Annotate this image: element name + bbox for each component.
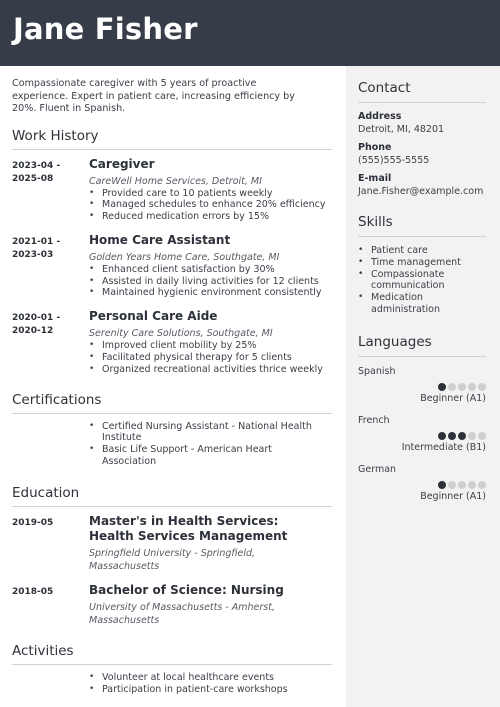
education-title: Education	[12, 485, 332, 507]
language-name: Spanish	[358, 365, 396, 377]
filled-dot-icon	[448, 432, 456, 440]
skills-list	[358, 245, 486, 316]
date-end: 2025-08	[12, 173, 54, 184]
filled-dot-icon	[458, 432, 466, 440]
work-date	[12, 312, 72, 338]
certifications-list	[89, 421, 329, 468]
list-item: • Organized recreational activities thrice weekly	[89, 364, 332, 376]
list-item: • Patient care	[358, 245, 486, 257]
phone-value: (555)555-5555	[358, 155, 430, 166]
language-name: German	[358, 463, 397, 475]
empty-dot-icon	[478, 383, 486, 391]
degree-org: University of Massachusetts - Amherst, Massachusetts	[89, 601, 276, 626]
degree-title: Master's in Health Services: Health Services Management	[89, 513, 288, 543]
email-value: Jane.Fisher@example.com	[358, 186, 484, 197]
education-entry	[12, 514, 332, 573]
list-item: • Provided care to 10 patients weekly	[89, 188, 332, 200]
activities-list	[89, 672, 332, 696]
language-level: Beginner (A1)	[420, 392, 486, 404]
empty-dot-icon	[478, 432, 486, 440]
job-org: Golden Years Home Care, Southgate, MI	[89, 251, 280, 263]
list-item: • Enhanced client satisfaction by 30%	[89, 264, 332, 276]
education-date: 2019-05	[12, 517, 54, 528]
work-history-section	[12, 128, 332, 376]
work-entry	[12, 157, 332, 223]
empty-dot-icon	[478, 481, 486, 489]
work-entry	[12, 309, 332, 375]
list-item: • Volunteer at local healthcare events	[89, 672, 332, 684]
list-item: • Reduced medication errors by 15%	[89, 211, 332, 223]
language-level: Intermediate (B1)	[401, 441, 486, 453]
work-entry	[12, 233, 332, 299]
empty-dot-icon	[458, 481, 466, 489]
education-entry	[12, 583, 332, 627]
date-start: 2020-01 -	[12, 313, 61, 324]
sidebar-content	[358, 80, 486, 503]
filled-dot-icon	[438, 481, 446, 489]
empty-dot-icon	[468, 481, 476, 489]
list-item: • Facilitated physical therapy for 5 clients	[89, 352, 332, 364]
date-end: 2020-12	[12, 326, 54, 337]
date-end: 2023-03	[12, 249, 54, 260]
language-name: French	[358, 414, 390, 426]
main-column	[12, 78, 332, 695]
job-title: Caregiver	[89, 156, 155, 171]
language-item	[358, 415, 486, 454]
list-item: • Certified Nursing Assistant - National Health Institute	[89, 421, 329, 445]
list-item: • Assisted in daily living activities for 12 clients	[89, 276, 332, 288]
list-item: • Managed schedules to enhance 20% efficiency	[89, 199, 332, 211]
certifications-section	[12, 392, 332, 468]
list-item: • Improved client mobility by 25%	[89, 340, 332, 352]
work-history-title: Work History	[12, 128, 332, 150]
certifications-title: Certifications	[12, 392, 332, 414]
language-level-dots	[358, 432, 486, 440]
list-item: • Medication administration	[358, 292, 486, 316]
list-item: • Basic Life Support - American Heart Association	[89, 444, 329, 468]
degree-org: Springfield University - Springfield, Massachusetts	[89, 547, 256, 572]
empty-dot-icon	[458, 383, 466, 391]
activities-section	[12, 643, 332, 696]
list-item: • Compassionate communication	[358, 269, 486, 293]
candidate-name: Jane Fisher	[13, 12, 198, 46]
phone-label: Phone	[358, 142, 392, 153]
job-bullets	[89, 264, 332, 299]
education-section	[12, 485, 332, 627]
address-value: Detroit, MI, 48201	[358, 124, 445, 135]
resume-header	[0, 0, 500, 66]
job-org: CareWell Home Services, Detroit, MI	[89, 175, 262, 187]
job-title: Personal Care Aide	[89, 309, 218, 324]
work-date	[12, 236, 72, 262]
degree-title: Bachelor of Science: Nursing	[89, 582, 284, 597]
education-date: 2018-05	[12, 586, 54, 597]
list-item: • Participation in patient-care workshops	[89, 684, 332, 696]
empty-dot-icon	[448, 481, 456, 489]
date-start: 2021-01 -	[12, 236, 61, 247]
date-start: 2023-04 -	[12, 160, 61, 171]
language-level: Beginner (A1)	[420, 490, 486, 502]
job-bullets	[89, 188, 332, 223]
language-item	[358, 366, 486, 405]
job-bullets	[89, 340, 332, 375]
languages-section	[358, 334, 486, 503]
language-level-dots	[358, 383, 486, 391]
email-label: E-mail	[358, 173, 392, 184]
work-date	[12, 160, 72, 186]
empty-dot-icon	[468, 432, 476, 440]
language-level-dots	[358, 481, 486, 489]
empty-dot-icon	[448, 383, 456, 391]
list-item: • Time management	[358, 257, 486, 269]
contact-title: Contact	[358, 80, 486, 103]
list-item: • Maintained hygienic environment consistently	[89, 287, 332, 299]
filled-dot-icon	[438, 432, 446, 440]
languages-title: Languages	[358, 334, 486, 357]
job-title: Home Care Assistant	[89, 232, 231, 247]
skills-section	[358, 214, 486, 316]
sidebar	[346, 66, 500, 707]
activities-title: Activities	[12, 643, 332, 665]
address-label: Address	[358, 111, 402, 122]
skills-title: Skills	[358, 214, 486, 237]
empty-dot-icon	[468, 383, 476, 391]
job-org: Serenity Care Solutions, Southgate, MI	[89, 328, 273, 340]
language-item	[358, 464, 486, 503]
summary: Compassionate caregiver with 5 years of proactive experience. Expert in patient care, increasing efficiency by 20%. Fluent in Spanish.	[12, 78, 295, 114]
contact-section	[358, 80, 486, 198]
filled-dot-icon	[438, 383, 446, 391]
